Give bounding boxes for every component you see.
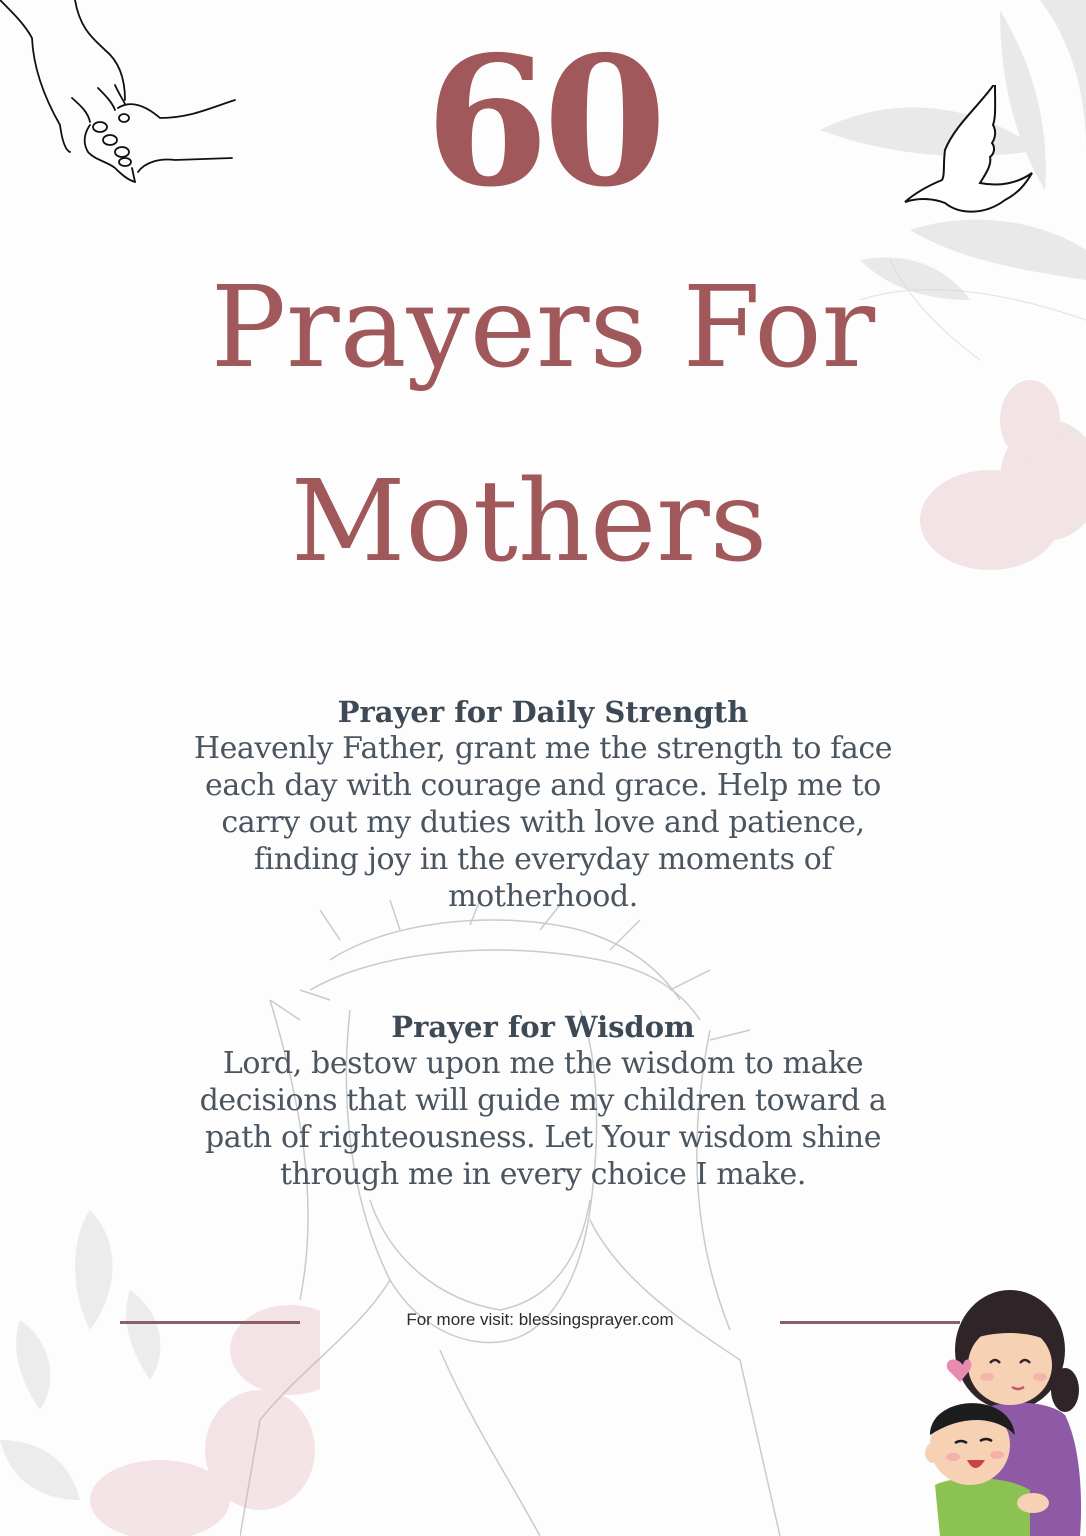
prayer-line: through me in every choice I make. [279, 1157, 807, 1192]
page-title-line1: Prayers For [210, 263, 876, 393]
prayer-line: motherhood. [448, 879, 638, 914]
jesus-sketch-watermark [240, 900, 800, 1536]
prayer-line: path of righteousness. Let Your wisdom shine [204, 1120, 882, 1155]
prayer-title: Prayer for Daily Strength [337, 695, 749, 729]
prayer-line: decisions that will guide my children toward a [199, 1083, 887, 1118]
prayer-line: Heavenly Father, grant me the strength to face [193, 731, 893, 766]
footer-link-text[interactable]: For more visit: blessingsprayer.com [406, 1310, 674, 1329]
prayer-line: carry out my duties with love and patience, [221, 805, 865, 840]
prayer-count: 60 [425, 17, 661, 226]
page-title-line2: Mothers [290, 457, 768, 587]
prayer-line: finding joy in the everyday moments of [253, 842, 833, 877]
prayer-line: Lord, bestow upon me the wisdom to make [222, 1046, 864, 1081]
prayer-section-daily-strength [100, 694, 986, 915]
prayer-line: each day with courage and grace. Help me to [205, 768, 881, 803]
prayer-section-wisdom [100, 1009, 986, 1193]
prayer-title: Prayer for Wisdom [391, 1010, 695, 1044]
footer-divider-left [120, 1321, 300, 1324]
mother-hugging-child-illustration [915, 1285, 1086, 1536]
